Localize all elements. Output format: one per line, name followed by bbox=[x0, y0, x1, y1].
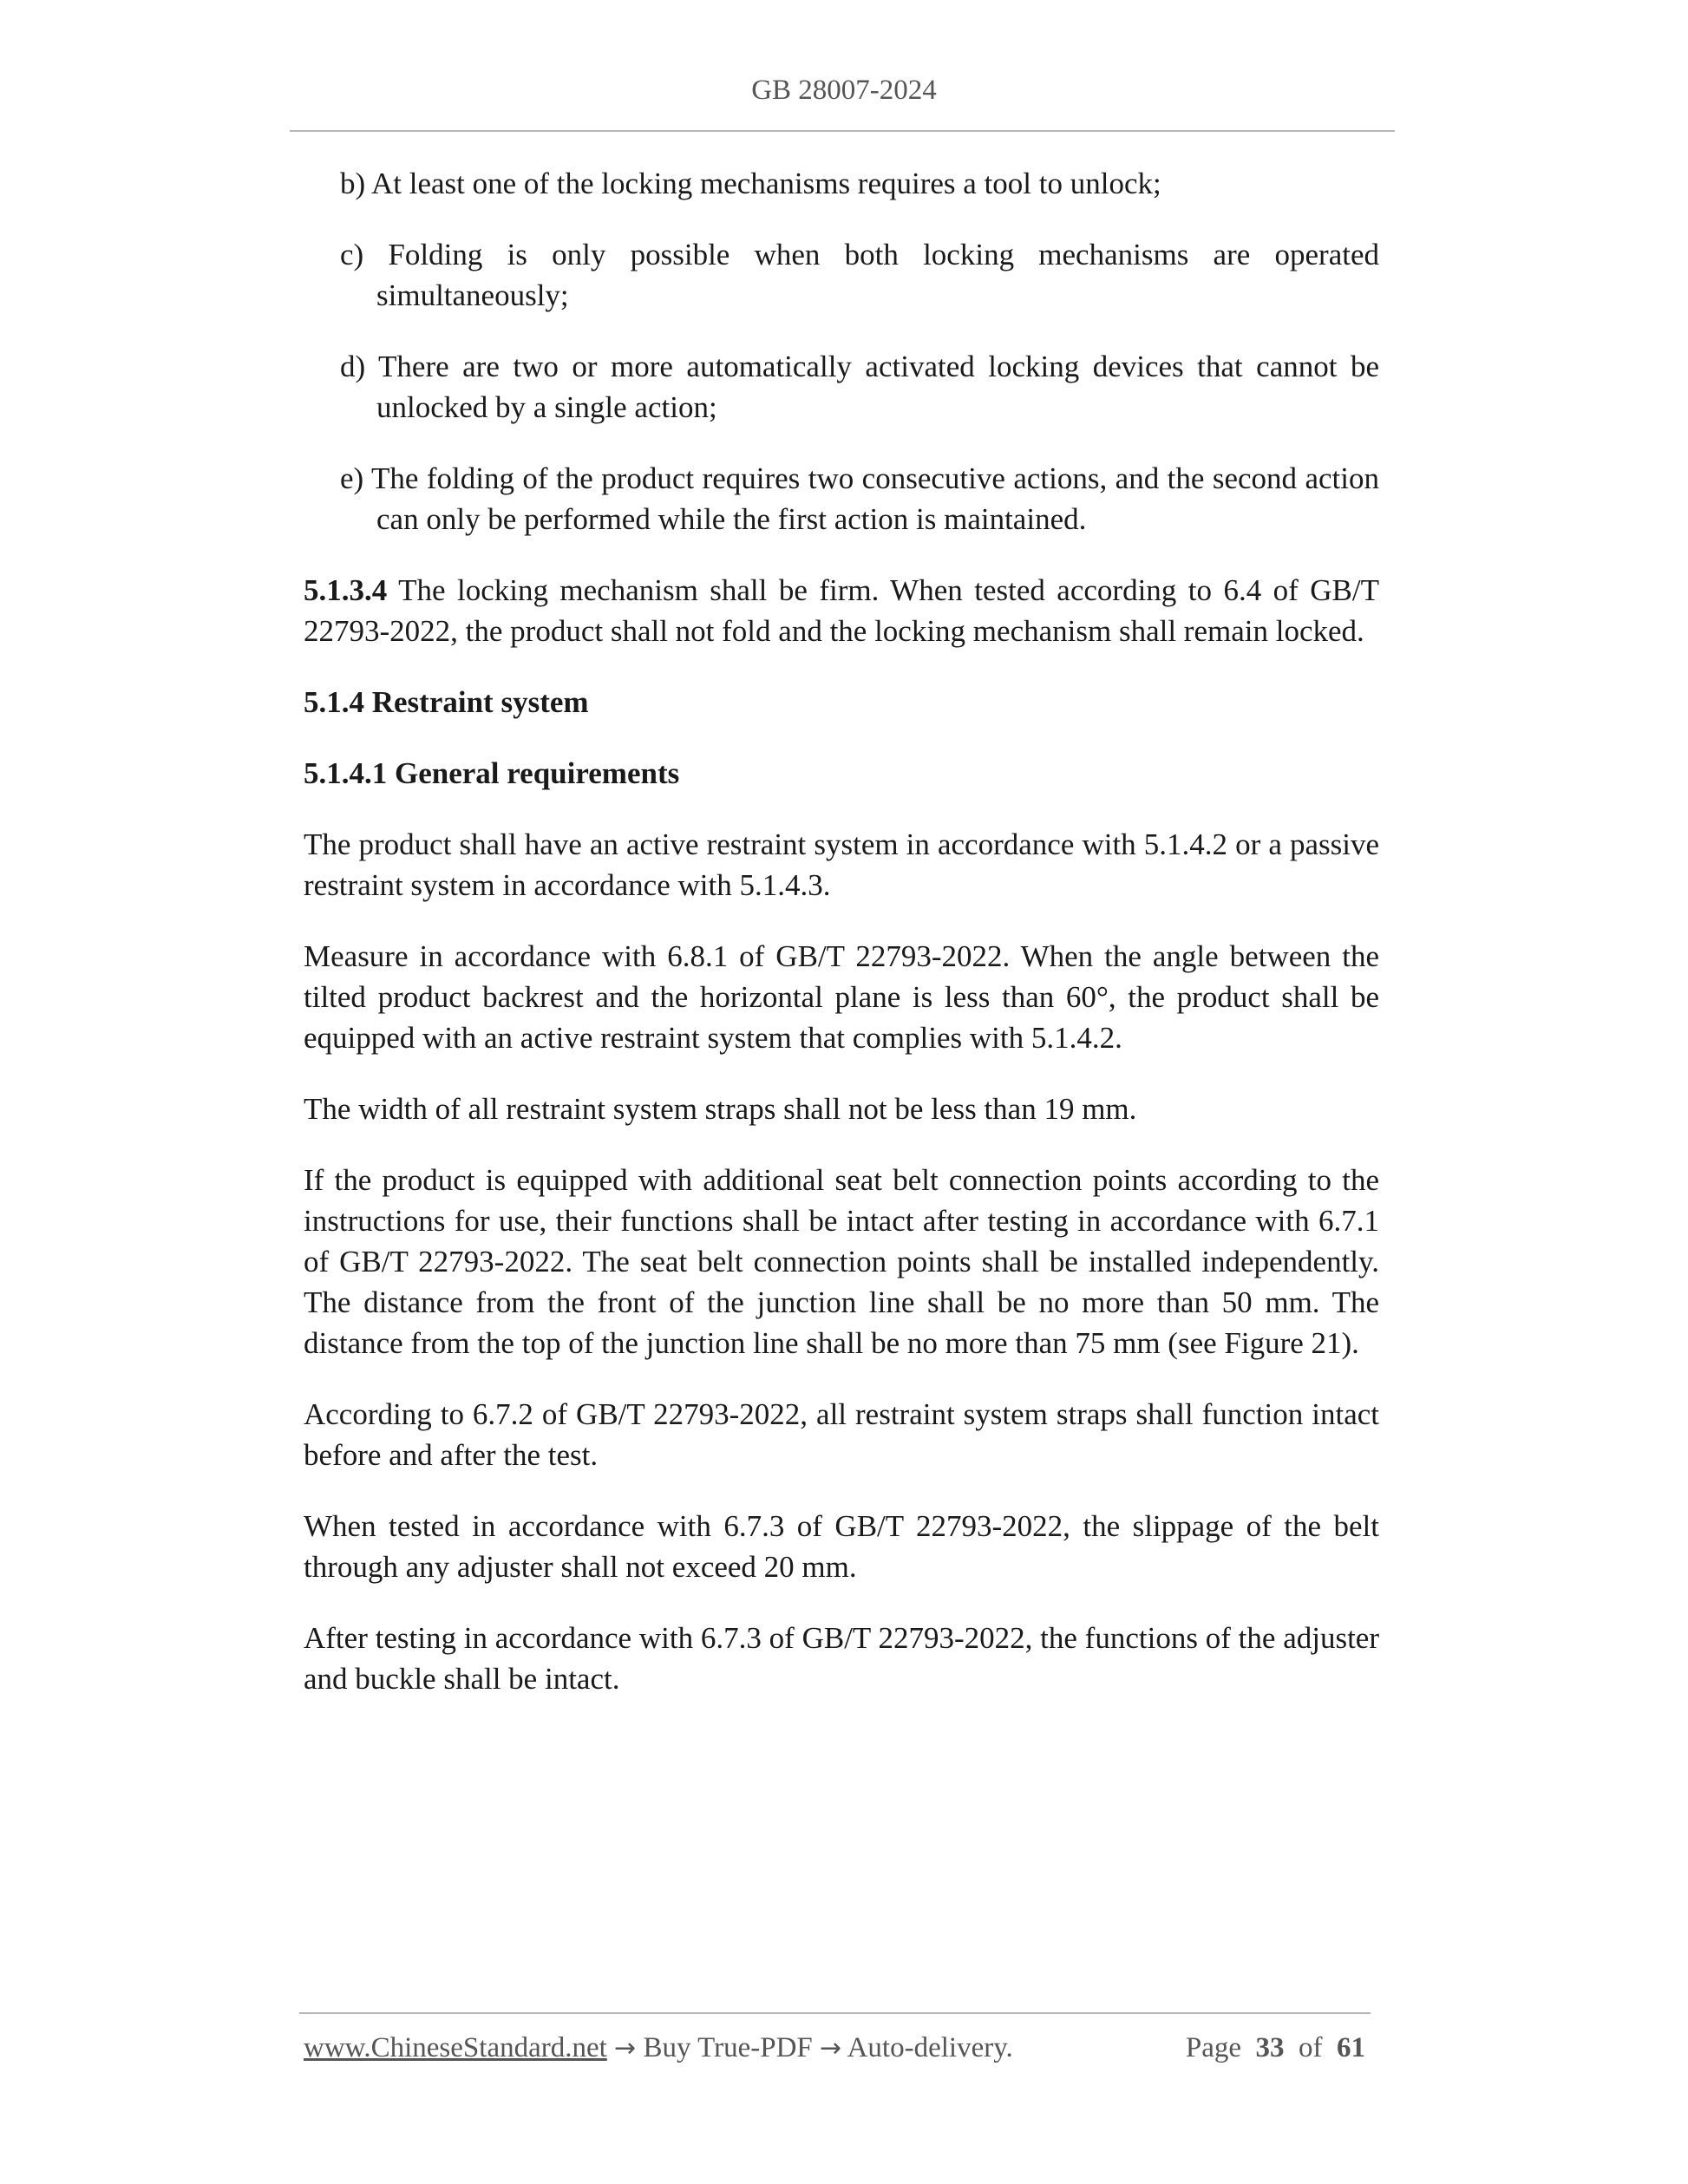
list-item-c: c) Folding is only possible when both locking mechanisms are operated simultaneously; bbox=[340, 238, 1379, 312]
paragraph-backrest-angle: Measure in accordance with 6.8.1 of GB/T 22793-2022. When the angle between the tilted product backrest and the horizontal plane is less than 60°, the product shall be equipped with an active restraint system that complies with 5.1.4.2. bbox=[304, 939, 1379, 1055]
clause-5-1-3-4-number: 5.1.3.4 bbox=[304, 573, 388, 607]
header-divider bbox=[290, 130, 1395, 132]
page-body bbox=[304, 163, 1379, 1730]
of-label: of bbox=[1299, 2032, 1323, 2063]
clause-5-1-3-4-text: The locking mechanism shall be firm. When tested according to 6.4 of GB/T 22793-2022, the product shall not fold and the locking mechanism shall remain locked. bbox=[304, 573, 1379, 648]
paragraph-strap-function: According to 6.7.2 of GB/T 22793-2022, all restraint system straps shall function intact before and after the test. bbox=[304, 1397, 1379, 1472]
arrow-right-icon: → bbox=[614, 2033, 637, 2063]
document-header-code: GB 28007-2024 bbox=[751, 75, 937, 106]
paragraph-belt-slippage: When tested in accordance with 6.7.3 of GB/T 22793-2022, the slippage of the belt through any adjuster shall not exceed 20 mm. bbox=[304, 1509, 1379, 1584]
clause-5-1-3-4 bbox=[304, 570, 1379, 651]
footer-divider bbox=[299, 2012, 1371, 2014]
section-heading-5-1-4: 5.1.4 Restraint system bbox=[304, 685, 589, 719]
list-item-e: e) The folding of the product requires two consecutive actions, and the second action can only be performed while the first action is maintained. bbox=[340, 461, 1379, 536]
paragraph-restraint-types: The product shall have an active restraint system in accordance with 5.1.4.2 or a passive restraint system in accordance with 5.1.4.3. bbox=[304, 827, 1379, 902]
arrow-right-icon: → bbox=[820, 2033, 842, 2063]
footer-promo bbox=[304, 2032, 1013, 2064]
list-item-b: b) At least one of the locking mechanisms requires a tool to unlock; bbox=[340, 167, 1161, 200]
auto-delivery-text: Auto-delivery. bbox=[847, 2032, 1013, 2063]
page-label: Page bbox=[1185, 2032, 1241, 2063]
page-number: 33 bbox=[1255, 2032, 1285, 2063]
page-indicator bbox=[1186, 2032, 1365, 2064]
paragraph-strap-width: The width of all restraint system straps shall not be less than 19 mm. bbox=[304, 1092, 1137, 1126]
paragraph-connection-points: If the product is equipped with additional seat belt connection points according to the instructions for use, their functions shall be intact after testing in accordance with 6.7.1 of GB/T 22793-2022. The seat belt connection points shall be installed independently. The distance from the front of the junction line shall be no more than 50 mm. The distance from the top of the junction line shall be no more than 75 mm (see Figure 21). bbox=[304, 1163, 1379, 1360]
section-heading-5-1-4-1: 5.1.4.1 General requirements bbox=[304, 756, 680, 790]
total-pages: 61 bbox=[1337, 2032, 1365, 2063]
site-link[interactable]: www.ChineseStandard.net bbox=[304, 2032, 607, 2063]
buy-pdf-text: Buy True-PDF bbox=[643, 2032, 813, 2063]
paragraph-adjuster-buckle: After testing in accordance with 6.7.3 of GB/T 22793-2022, the functions of the adjuster and buckle shall be intact. bbox=[304, 1621, 1379, 1696]
list-item-d: d) There are two or more automatically activated locking devices that cannot be unlocked by a single action; bbox=[340, 350, 1379, 424]
